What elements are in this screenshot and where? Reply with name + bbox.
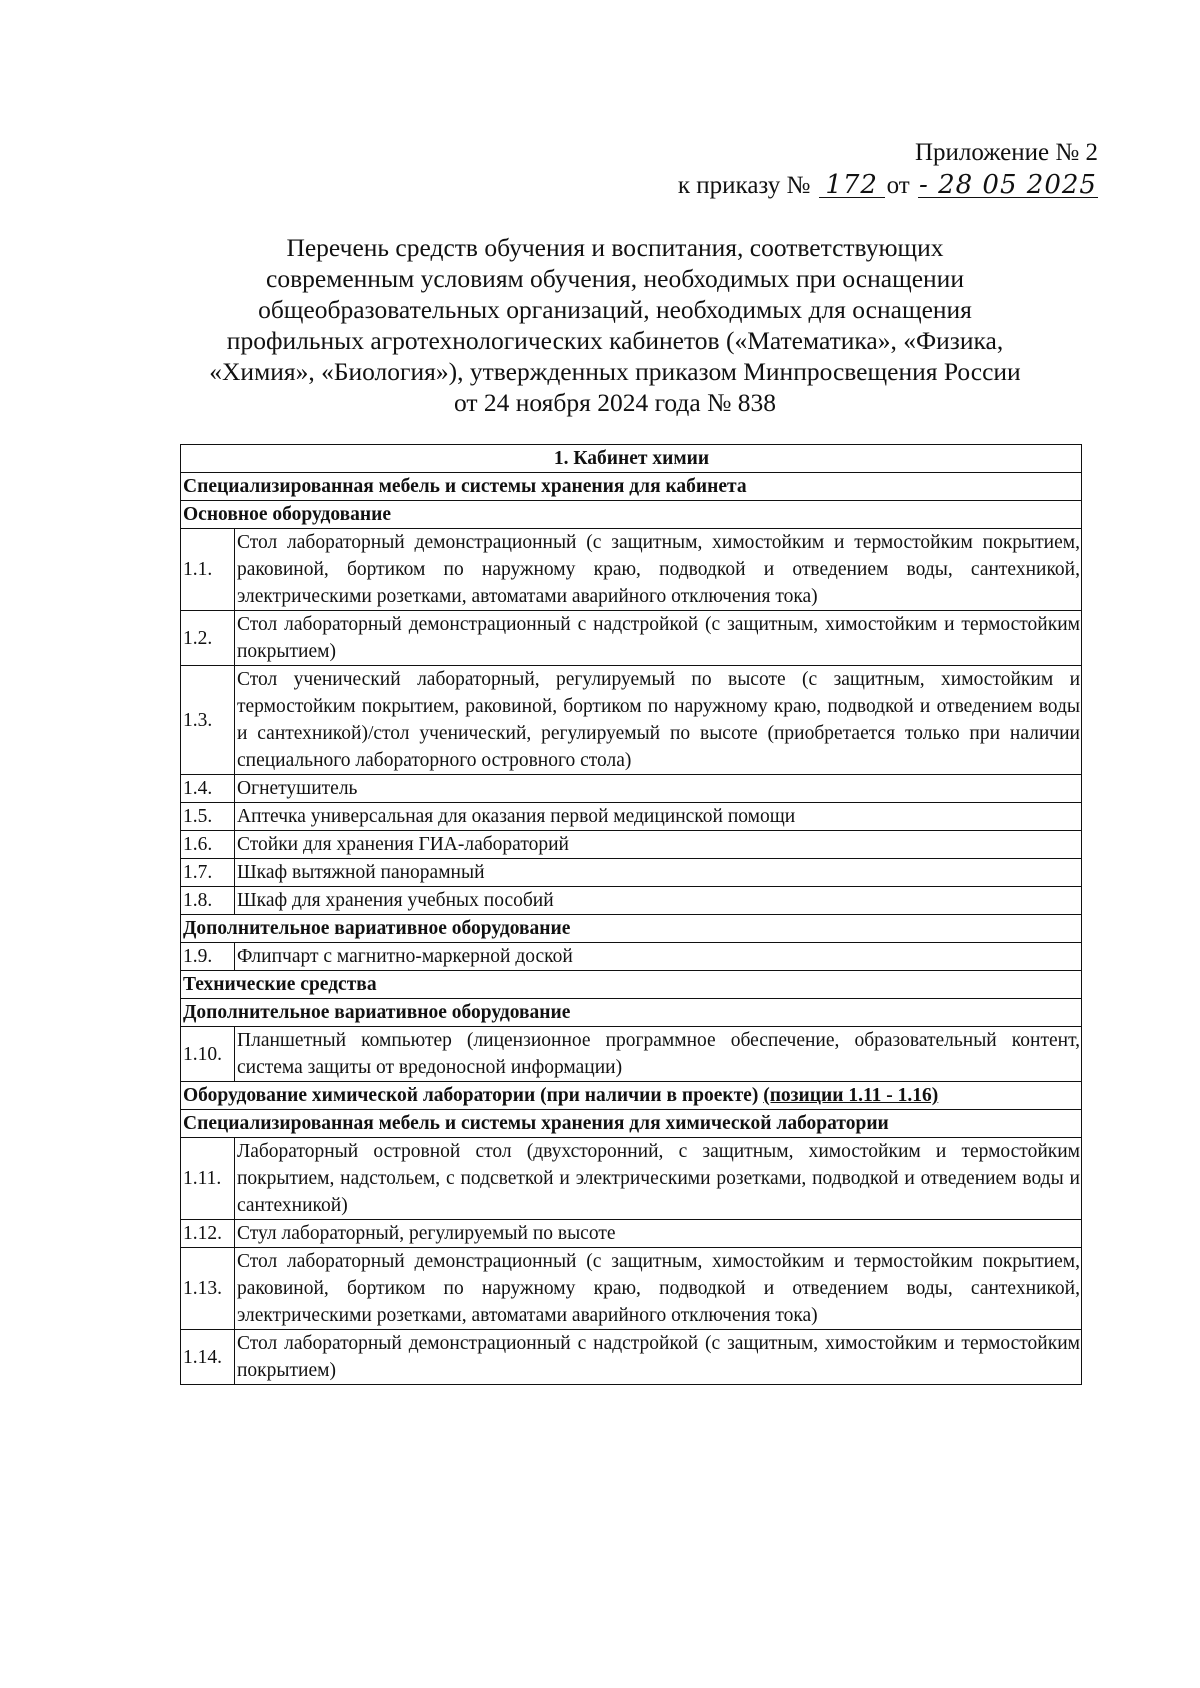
table-row	[181, 887, 1082, 915]
section-row	[181, 915, 1082, 943]
section-row	[181, 999, 1082, 1027]
item-number: 1.12.	[181, 1220, 235, 1248]
heading-line: от 24 ноября 2024 года № 838	[453, 388, 777, 417]
lab-section-title: Оборудование химической лаборатории (при наличии в проекте)	[183, 1085, 759, 1106]
item-number: 1.1.	[181, 529, 235, 611]
lab-section-positions: (позиции 1.11 - 1.16)	[763, 1085, 939, 1106]
item-description: Огнетушитель	[235, 775, 1082, 803]
item-number: 1.6.	[181, 831, 235, 859]
table-row	[181, 1138, 1082, 1220]
section-heading: Основное оборудование	[181, 501, 1082, 529]
order-reference	[598, 169, 1098, 202]
table-row	[181, 529, 1082, 611]
order-number: 172	[819, 173, 885, 198]
item-description: Флипчарт с магнитно-маркерной доской	[235, 943, 1082, 971]
section-row	[181, 501, 1082, 529]
date-prefix: от	[886, 172, 910, 199]
section-heading: Специализированная мебель и системы хранения для кабинета	[181, 473, 1082, 501]
document-heading	[150, 232, 1080, 418]
item-number: 1.8.	[181, 887, 235, 915]
order-date: - 28 05 2025	[919, 170, 1097, 200]
table-row	[181, 611, 1082, 666]
table-title-row	[181, 445, 1082, 473]
item-number: 1.5.	[181, 803, 235, 831]
item-description: Стол лабораторный демонстрационный (с защитным, химостойким и термостойким покрытием, раковиной, бортиком по наружному краю, подводкой и отведением воды, сантехникой, электрическими розетками, автоматами аварийного отключения тока)	[235, 529, 1082, 611]
table-row	[181, 943, 1082, 971]
item-description: Шкаф для хранения учебных пособий	[235, 887, 1082, 915]
table-row	[181, 1027, 1082, 1082]
section-row	[181, 1082, 1082, 1110]
item-description: Шкаф вытяжной панорамный	[235, 859, 1082, 887]
item-description: Стол лабораторный демонстрационный с надстройкой (с защитным, химостойким и термостойким покрытием)	[235, 1330, 1082, 1385]
item-number: 1.14.	[181, 1330, 235, 1385]
table-row	[181, 859, 1082, 887]
item-number: 1.4.	[181, 775, 235, 803]
table-row	[181, 1248, 1082, 1330]
table-title: 1. Кабинет химии	[181, 445, 1082, 473]
table-row	[181, 803, 1082, 831]
item-description: Стойки для хранения ГИА-лабораторий	[235, 831, 1082, 859]
heading-line: «Химия», «Биология»), утвержденных приказом Минпросвещения России	[209, 357, 1021, 386]
section-heading-lab	[181, 1082, 1082, 1110]
item-number: 1.7.	[181, 859, 235, 887]
heading-line: профильных агротехнологических кабинетов («Математика», «Физика,	[226, 326, 1004, 355]
section-heading: Дополнительное вариативное оборудование	[181, 999, 1082, 1027]
item-description: Стол лабораторный демонстрационный с надстройкой (с защитным, химостойким и термостойким покрытием)	[235, 611, 1082, 666]
heading-line: общеобразовательных организаций, необходимых для оснащения	[258, 295, 972, 324]
item-number: 1.10.	[181, 1027, 235, 1082]
table-row	[181, 1330, 1082, 1385]
item-number: 1.9.	[181, 943, 235, 971]
heading-line: современным условиям обучения, необходимых при оснащении	[266, 264, 964, 293]
section-row	[181, 473, 1082, 501]
order-prefix: к приказу №	[677, 172, 811, 199]
table-row	[181, 831, 1082, 859]
item-number: 1.11.	[181, 1138, 235, 1220]
equipment-table	[180, 444, 1082, 1385]
item-number: 1.3.	[181, 666, 235, 775]
item-description: Аптечка универсальная для оказания первой медицинской помощи	[235, 803, 1082, 831]
section-row	[181, 1110, 1082, 1138]
section-heading: Специализированная мебель и системы хранения для химической лаборатории	[181, 1110, 1082, 1138]
appendix-label: Приложение № 2	[914, 139, 1098, 166]
item-number: 1.2.	[181, 611, 235, 666]
table-row	[181, 775, 1082, 803]
item-description: Стул лабораторный, регулируемый по высоте	[235, 1220, 1082, 1248]
section-heading: Технические средства	[181, 971, 1082, 999]
heading-line: Перечень средств обучения и воспитания, соответствующих	[286, 233, 944, 262]
table-row	[181, 1220, 1082, 1248]
item-description: Лабораторный островной стол (двухсторонний, с защитным, химостойким и термостойким покрытием, надстольем, с подсветкой и электрическими розетками, подводкой и отведением воды и сантехникой)	[235, 1138, 1082, 1220]
item-description: Стол ученический лабораторный, регулируемый по высоте (с защитным, химостойким и термостойким покрытием, раковиной, бортиком по наружному краю, подводкой и отведением воды и сантехникой)/стол ученический, регулируемый по высоте (приобретается только при наличии специального лабораторного островного стола)	[235, 666, 1082, 775]
appendix-block	[598, 136, 1098, 202]
section-heading: Дополнительное вариативное оборудование	[181, 915, 1082, 943]
table-row	[181, 666, 1082, 775]
item-description: Планшетный компьютер (лицензионное программное обеспечение, образовательный контент, система защиты от вредоносной информации)	[235, 1027, 1082, 1082]
section-row	[181, 971, 1082, 999]
item-number: 1.13.	[181, 1248, 235, 1330]
item-description: Стол лабораторный демонстрационный (с защитным, химостойким и термостойким покрытием, раковиной, бортиком по наружному краю, подводкой и отведением воды, сантехникой, электрическими розетками, автоматами аварийного отключения тока)	[235, 1248, 1082, 1330]
